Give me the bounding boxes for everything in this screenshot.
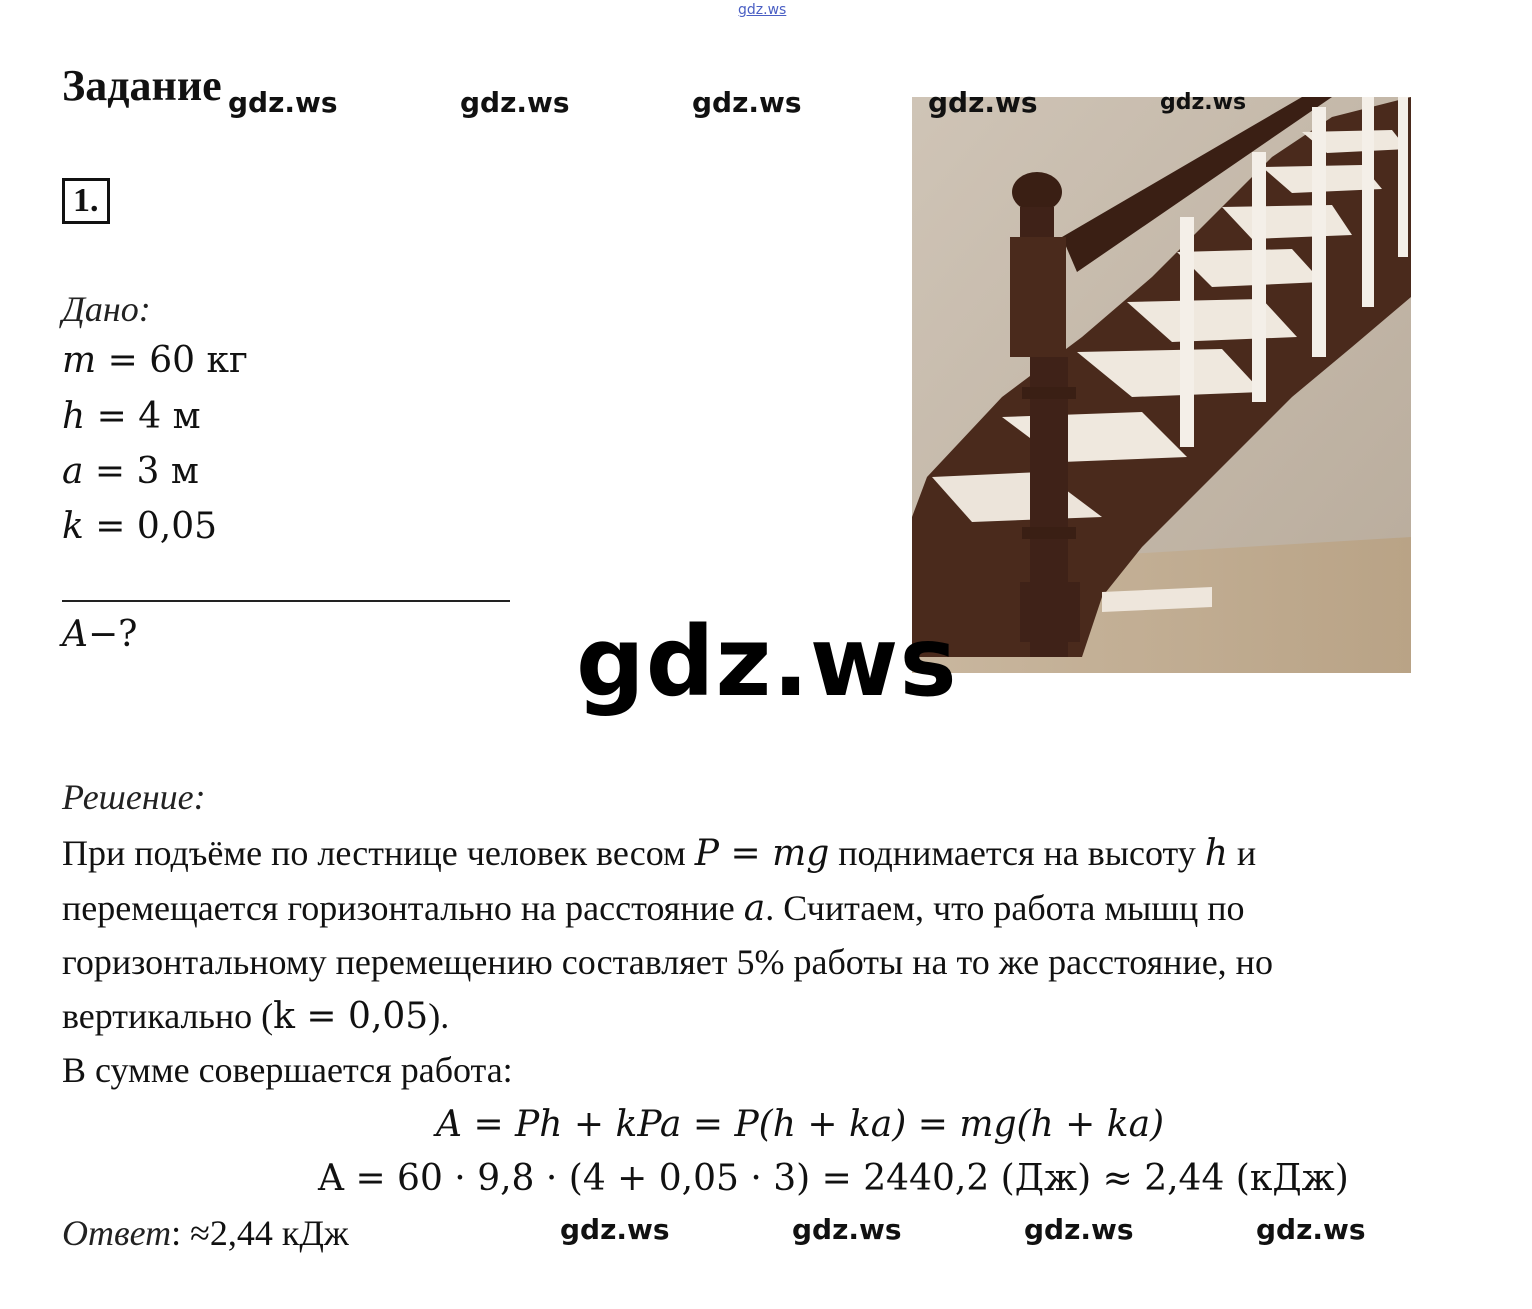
solution-text: При подъёме по лестнице человек весом [62, 833, 695, 873]
var-k: k [62, 506, 84, 547]
given-mass-value: = 60 кг [96, 340, 248, 381]
watermark: gdz.ws [560, 1213, 670, 1246]
given-height [62, 396, 201, 437]
given-mass [62, 340, 248, 381]
watermark: gdz.ws [460, 86, 570, 119]
solution-line-2 [62, 881, 1245, 936]
solution-label: Решение: [62, 777, 206, 817]
answer-value: : ≈2,44 кДж [171, 1213, 349, 1253]
given-coefficient-value: = 0,05 [83, 506, 218, 547]
var-a-inline: a [743, 888, 766, 929]
task-number-box: 1. [62, 178, 110, 224]
solution-line-4 [62, 989, 449, 1044]
solution-text: поднимается на высоту [829, 833, 1205, 873]
given-divider [62, 600, 510, 602]
given-coefficient [62, 506, 217, 547]
solution-line-1 [62, 826, 1256, 881]
given-height-value: = 4 м [85, 396, 201, 437]
staircase-photo [912, 97, 1411, 673]
solution-text: перемещается горизонтально на расстояние [62, 888, 744, 928]
answer-label: Ответ [62, 1213, 172, 1253]
var-A: A [62, 614, 88, 655]
solution-text: и [1227, 833, 1257, 873]
solution-text: ). [428, 996, 450, 1036]
watermark: gdz.ws [228, 86, 338, 119]
watermark: gdz.ws [928, 86, 1038, 119]
solution-line-3: горизонтальному перемещению составляет 5% работы на то же расстояние, но [62, 942, 1273, 982]
answer-line [62, 1206, 349, 1260]
given-label: Дано: [62, 289, 151, 329]
watermark: gdz.ws [792, 1213, 902, 1246]
var-m: m [62, 340, 97, 381]
var-h: h [62, 396, 86, 437]
formula-coefficient: k = 0,05 [273, 996, 429, 1037]
watermark: gdz.ws [1256, 1213, 1366, 1246]
page-title: Задание [62, 61, 222, 110]
var-h-inline: h [1204, 833, 1228, 874]
watermark: gdz.ws [1024, 1213, 1134, 1246]
var-a: a [62, 451, 84, 492]
formula-weight: P = mg [694, 833, 830, 874]
equation-general: A = Ph + kPa = P(h + ka) = mg(h + ka) [436, 1104, 1165, 1145]
equation-numeric: A = 60 · 9,8 · (4 + 0,05 · 3) = 2440,2 (Дж) ≈ 2,44 (кДж) [318, 1158, 1349, 1199]
watermark-large: gdz.ws [576, 606, 958, 718]
given-distance-value: = 3 м [83, 451, 199, 492]
solution-text: . Считаем, что работа мышц по [765, 888, 1245, 928]
watermark: gdz.ws [692, 86, 802, 119]
watermark: gdz.ws [1160, 90, 1247, 115]
solution-text: вертикально ( [62, 996, 274, 1036]
find-line [62, 614, 137, 655]
find-question: −? [88, 614, 138, 655]
given-distance [62, 451, 199, 492]
watermark-top[interactable]: gdz.ws [738, 2, 787, 18]
solution-line-5: В сумме совершается работа: [62, 1050, 513, 1090]
